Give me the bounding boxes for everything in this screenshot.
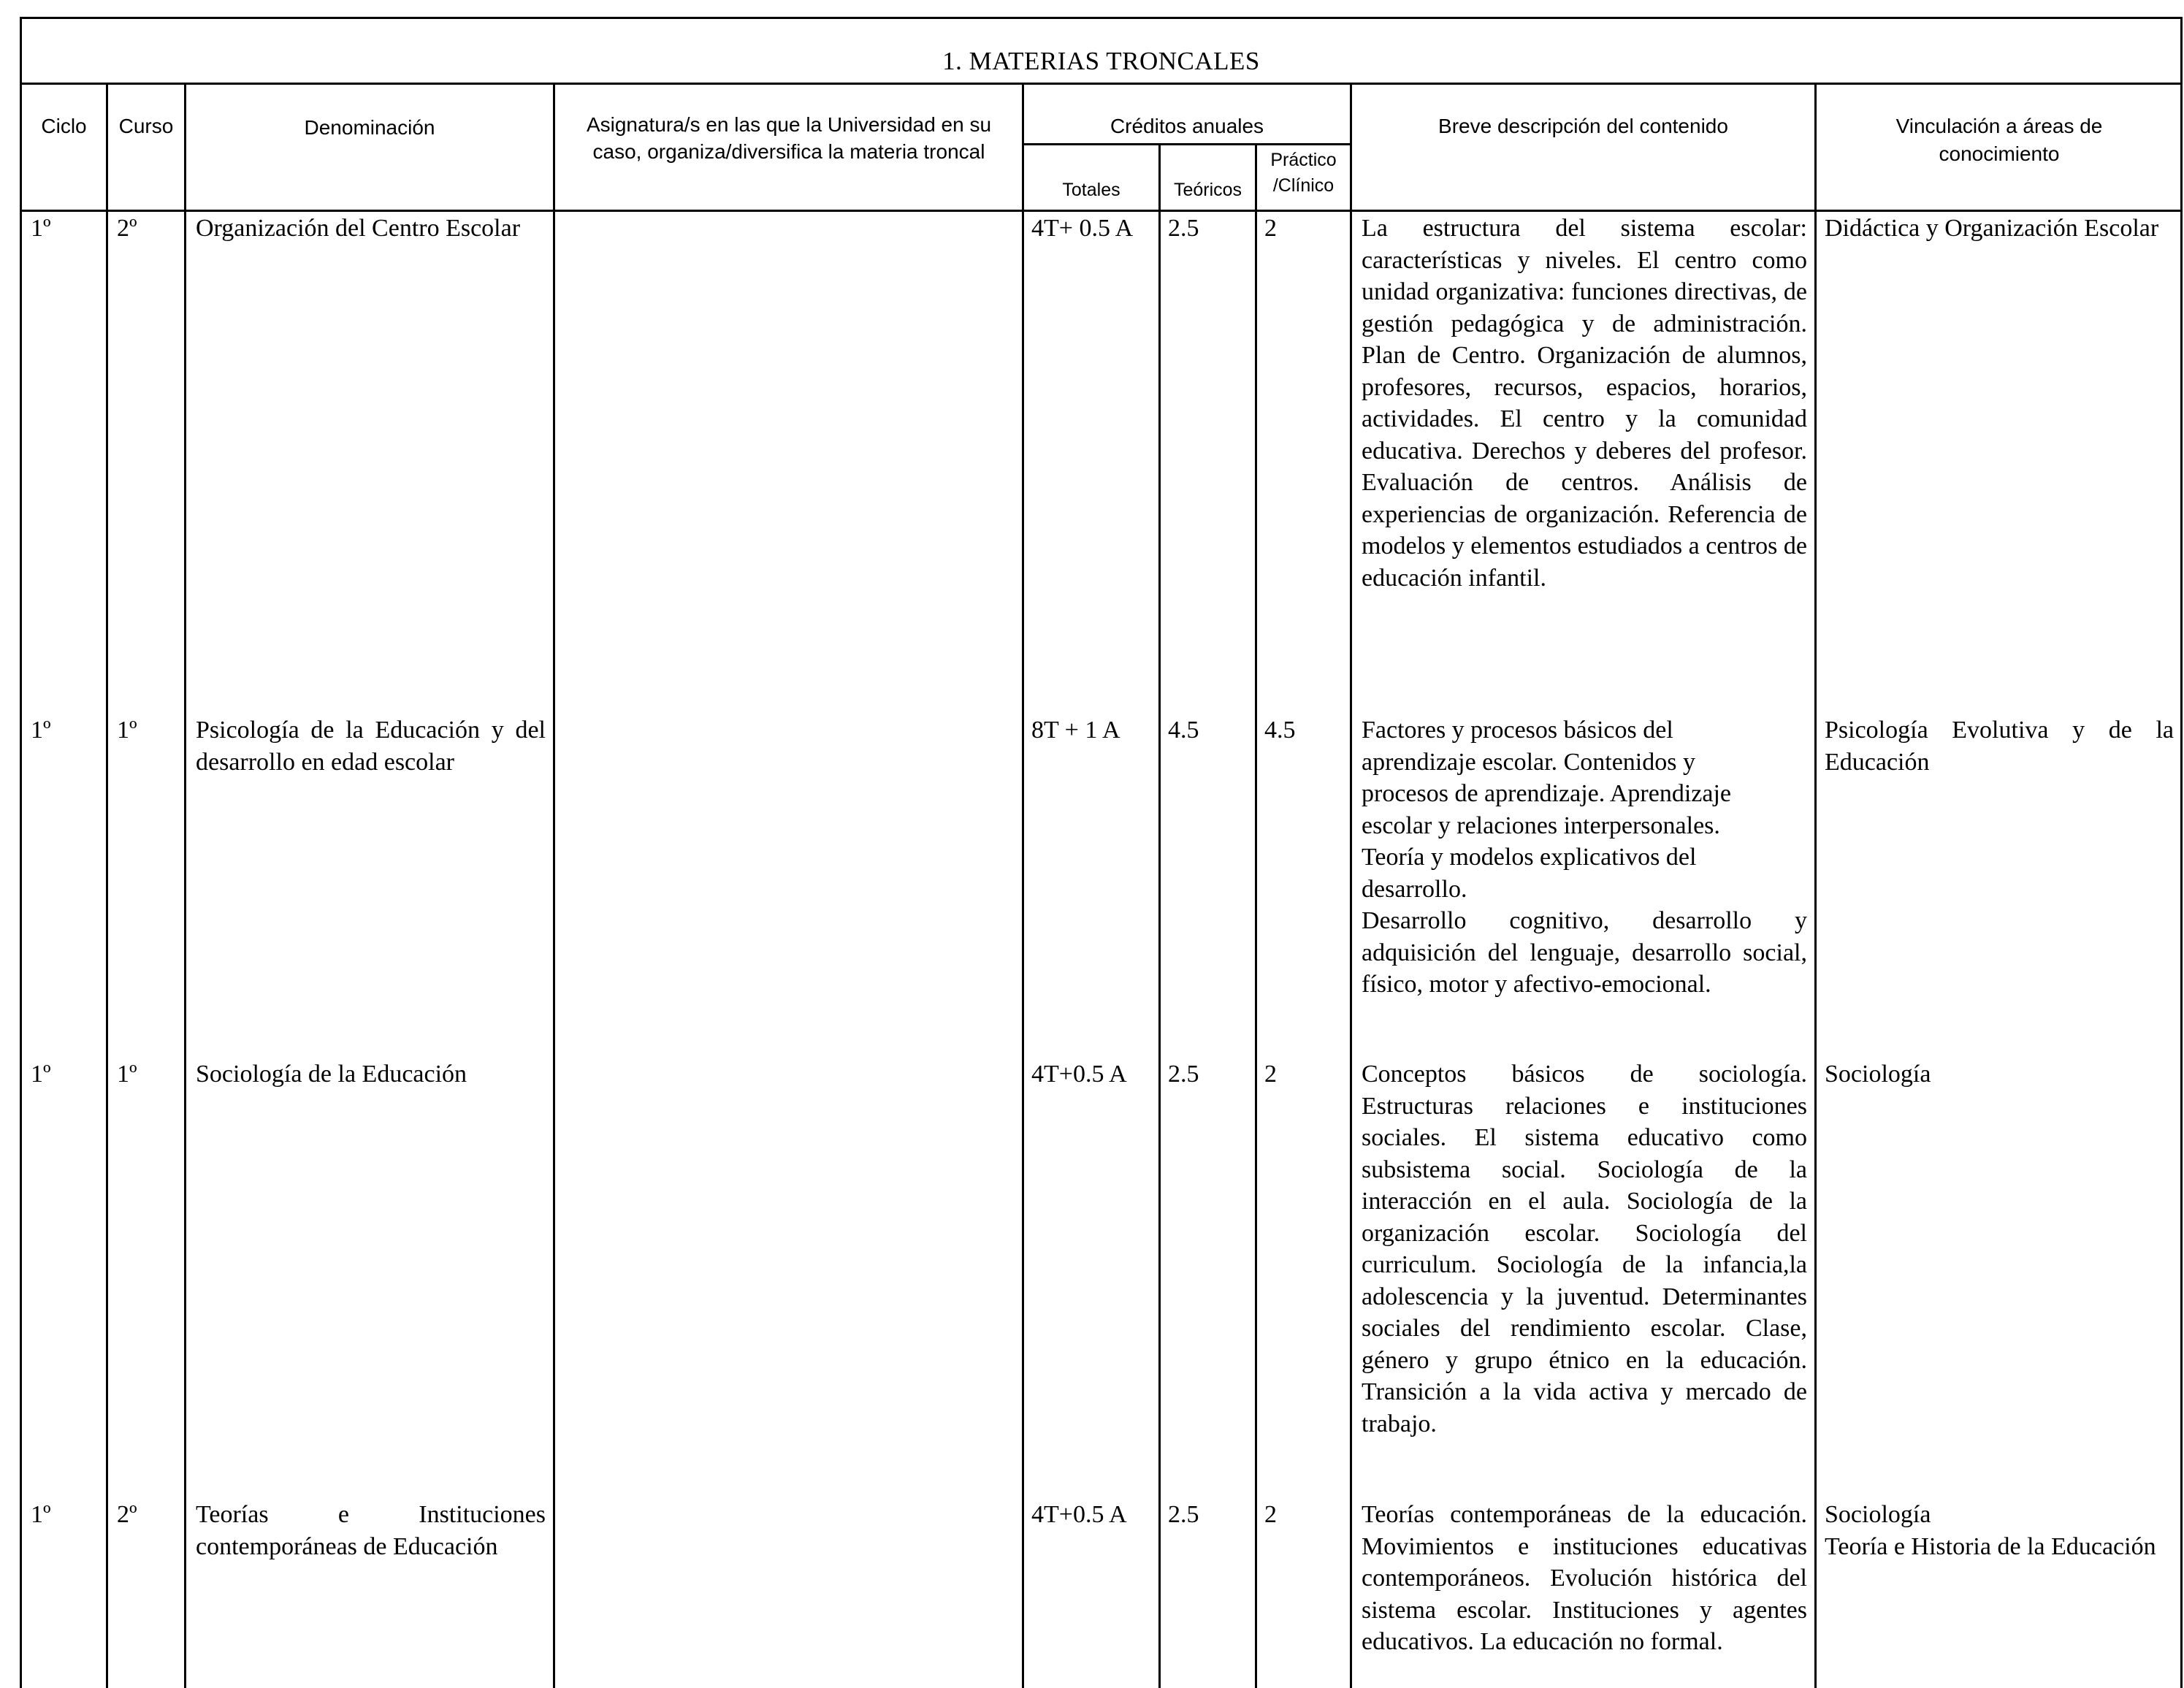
row1-curso: 2º	[117, 215, 137, 242]
row3-totales: 4T+0.5 A	[1031, 1061, 1127, 1088]
row1-totales: 4T+ 0.5 A	[1031, 215, 1134, 242]
row2-denominacion: Psicología de la Educación y del desarrollo en edad escolar	[196, 717, 546, 776]
row3-denominacion: Sociología de la Educación	[196, 1061, 467, 1088]
header-ciclo: Ciclo	[41, 115, 87, 137]
title-divider	[20, 83, 2183, 85]
header-divider	[20, 210, 2183, 212]
row3-curso: 1º	[117, 1061, 137, 1088]
row4-ciclo: 1º	[31, 1501, 51, 1528]
row3-practico: 2	[1264, 1061, 1277, 1088]
table-title: 1. MATERIAS TRONCALES	[942, 47, 1260, 75]
col-divider-denominacion	[553, 83, 555, 1688]
row1-descripcion: La estructura del sistema escolar: características y niveles. El centro como unidad organizativa: funciones directivas, de gestión pedagógica y de administración. Plan de Centro. Organización de alumnos, profesores, recursos, espacios, horarios, actividades. El centro y la comunidad educativa. Derechos y deberes del profesor. Evaluación de centros. Análisis de experiencias de organización. Referencia de modelos y elementos estudiados a centros de educación infantil.	[1362, 215, 1807, 592]
row4-descripcion: Teorías contemporáneas de la educación. Movimientos e instituciones educativas contemporáneos. Evolución histórica del sistema escolar. Instituciones y agentes educativos. La educación no formal.	[1362, 1501, 1807, 1655]
row2-descripcion	[1362, 714, 1807, 1001]
row3-descripcion: Conceptos básicos de sociología. Estructuras relaciones e instituciones sociales. El sistema educativo como subsistema social. Sociología de la interacción en el aula. Sociología de la organización escolar. Sociología del curriculum. Sociología de la infancia,la adolescencia y la juventud. Determinantes sociales del rendimiento escolar. Clase, género y grupo étnico en la educación. Transición a la vida activa y mercado de trabajo.	[1362, 1061, 1807, 1437]
row4-teoricos: 2.5	[1168, 1501, 1199, 1528]
col-divider-teoricos	[1255, 143, 1257, 1688]
col-divider-ciclo	[106, 83, 108, 1688]
header-teoricos: Teóricos	[1173, 180, 1242, 200]
row3-vinculacion: Sociología	[1825, 1061, 1931, 1088]
header-asignatura: Asignatura/s en las que la Universidad en su caso, organiza/diversifica la materia troncal	[586, 113, 992, 163]
header-totales: Totales	[1062, 180, 1120, 200]
header-vinculacion: Vinculación a áreas de conocimiento	[1895, 115, 2103, 165]
row2-descripcion-p1: Factores y procesos básicos del aprendizaje escolar. Contenidos y procesos de aprendizaje. Aprendizaje escolar y relaciones interpersonales. Teoría y modelos explicativos del desarrollo.	[1362, 717, 1731, 903]
row1-denominacion: Organización del Centro Escolar	[196, 215, 521, 242]
row1-vinculacion: Didáctica y Organización Escolar	[1825, 215, 2159, 242]
credits-subheader-divider	[1022, 143, 1352, 145]
row2-practico: 4.5	[1264, 717, 1296, 744]
col-divider-descripcion	[1814, 83, 1817, 1688]
row3-ciclo: 1º	[31, 1061, 51, 1088]
row1-ciclo: 1º	[31, 215, 51, 242]
col-divider-curso	[184, 83, 186, 1688]
table-frame	[20, 17, 2183, 1688]
header-practico-line2: /Clínico	[1272, 175, 1335, 196]
header-practico	[1257, 148, 1350, 199]
header-creditos-anuales: Créditos anuales	[1110, 115, 1264, 137]
row1-practico: 2	[1264, 215, 1277, 242]
row4-totales: 4T+0.5 A	[1031, 1501, 1127, 1528]
col-divider-practico	[1350, 83, 1352, 1688]
header-descripcion: Breve descripción del contenido	[1438, 115, 1728, 137]
col-divider-totales	[1158, 143, 1161, 1688]
row1-teoricos: 2.5	[1168, 215, 1199, 242]
row2-totales: 8T + 1 A	[1031, 717, 1120, 744]
header-denominacion: Denominación	[304, 116, 435, 139]
row2-curso: 1º	[117, 717, 137, 744]
header-practico-line1: Práctico	[1270, 150, 1337, 170]
header-curso: Curso	[118, 115, 174, 137]
row3-teoricos: 2.5	[1168, 1061, 1199, 1088]
row2-vinculacion: Psicología Evolutiva y de la Educación	[1825, 717, 2174, 776]
col-divider-asignatura	[1022, 83, 1024, 1688]
row4-vinculacion-line1: Sociología	[1825, 1501, 1931, 1528]
row2-ciclo: 1º	[31, 717, 51, 744]
row4-denominacion: Teorías e Instituciones contemporáneas de Educación	[196, 1501, 546, 1560]
row4-vinculacion	[1825, 1499, 2174, 1562]
row4-curso: 2º	[117, 1501, 137, 1528]
row2-teoricos: 4.5	[1168, 717, 1199, 744]
row4-vinculacion-line2: Teoría e Historia de la Educación	[1825, 1532, 2156, 1560]
row4-practico: 2	[1264, 1501, 1277, 1528]
row2-descripcion-p2: Desarrollo cognitivo, desarrollo y adquisición del lenguaje, desarrollo social, físico, motor y afectivo-emocional.	[1362, 907, 1807, 998]
